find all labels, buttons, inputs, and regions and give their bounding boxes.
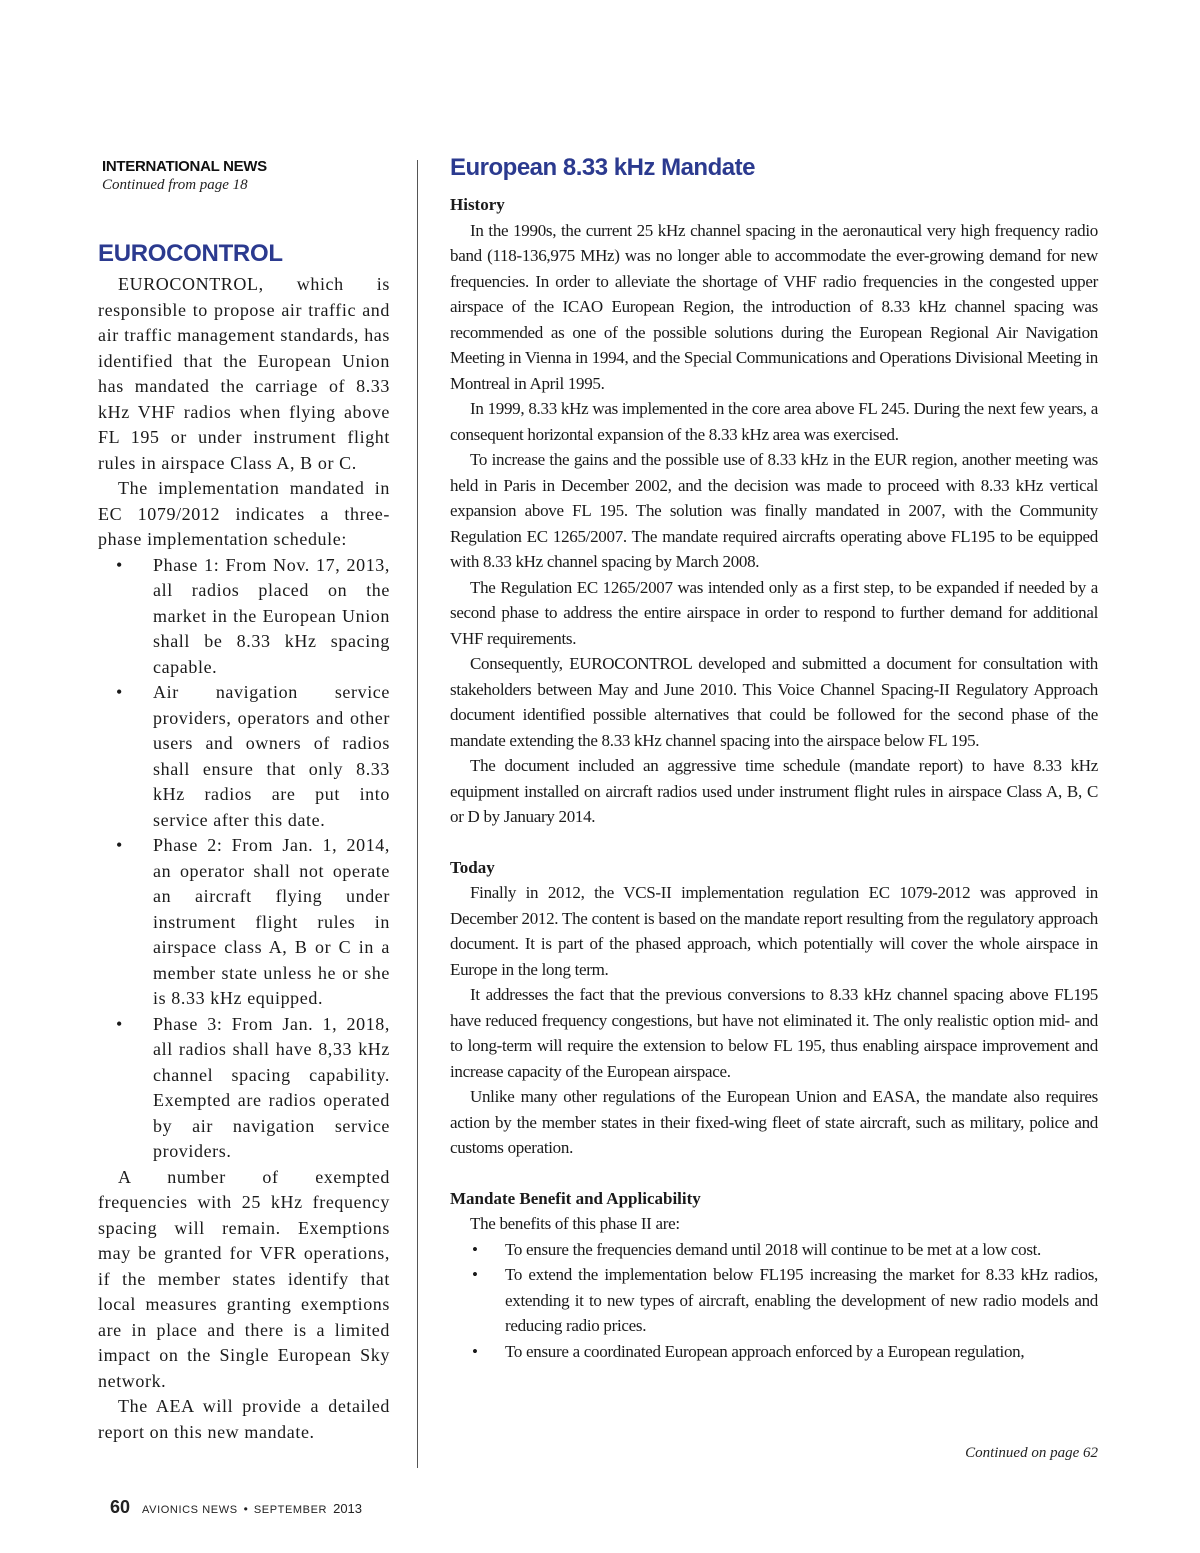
bullet-icon: • bbox=[116, 835, 123, 855]
publication-name: AVIONICS NEWS bbox=[142, 1504, 238, 1516]
list-item: • Phase 2: From Jan. 1, 2014, an operator shall not operate an aircraft flying under instrument flight rules in airspace class A, B or C in a member state unless he or she is 8.33 kHz equipped. bbox=[116, 835, 390, 1008]
left-column bbox=[98, 158, 390, 1445]
list-item: • To ensure the frequencies demand until 2018 will continue to be met at a low cost. bbox=[450, 1237, 1098, 1263]
page-footer bbox=[110, 1497, 362, 1518]
right-column bbox=[450, 154, 1098, 1364]
paragraph: The AEA will provide a detailed report on this new mandate. bbox=[98, 1396, 390, 1442]
column-divider bbox=[417, 160, 418, 1468]
paragraph: The Regulation EC 1265/2007 was intended only as a first step, to be expanded if needed by a second phase to address the entire airspace in order to respond to further demand for additional VHF requirements. bbox=[450, 577, 1098, 648]
paragraph: The benefits of this phase II are: bbox=[470, 1214, 680, 1233]
paragraph: In 1999, 8.33 kHz was implemented in the core area above FL 245. During the next few years, a consequent horizontal expansion of the 8.33 kHz area was exercised. bbox=[450, 399, 1098, 444]
bullet-icon: • bbox=[116, 554, 123, 575]
continued-on-note: Continued on page 62 bbox=[965, 1445, 1098, 1461]
paragraph: To increase the gains and the possible use of 8.33 kHz in the EUR region, another meeting was held in Paris in December 2002, and the decision was made to proceed with 8.33 kHz vertical expansion above FL 195. The solution was finally mandated in 2007, with the Community Regulation EC 1265/2007. The mandate required aircrafts operating above FL195 to be equipped with 8.33 kHz channel spacing by March 2008. bbox=[450, 450, 1098, 571]
bullet-icon: • bbox=[116, 682, 123, 702]
list-item: • Phase 3: From Jan. 1, 2018, all radios shall have 8,33 kHz channel spacing capability. Exempted are radios operated by air navigation service providers. bbox=[116, 1013, 390, 1161]
paragraph: Finally in 2012, the VCS-II implementation regulation EC 1079-2012 was approved in December 2012. The content is based on the mandate report resulting from the regulatory approach document. It is part of the phased approach, which potentially will cover the whole airspace in Europe in the long term. bbox=[450, 883, 1098, 979]
issue-month: SEPTEMBER bbox=[253, 1504, 328, 1516]
bullet-icon: • bbox=[472, 1341, 478, 1361]
phase-list bbox=[98, 553, 390, 1165]
list-item: • Phase 1: From Nov. 17, 2013, all radios placed on the market in the European Union shall be 8.33 kHz spacing capable. bbox=[116, 554, 390, 677]
bullet-icon: • bbox=[472, 1239, 478, 1259]
article-title: European 8.33 kHz Mandate bbox=[450, 154, 755, 181]
issue-year: 2013 bbox=[333, 1501, 363, 1516]
bullet-icon: • bbox=[472, 1265, 478, 1284]
eurocontrol-heading: EUROCONTROL bbox=[98, 240, 283, 267]
list-item: • To ensure a coordinated European approach enforced by a European regulation, bbox=[450, 1339, 1098, 1365]
section-tag: INTERNATIONAL NEWS bbox=[102, 158, 267, 175]
page-number: 60 bbox=[110, 1497, 131, 1517]
list-item: • To extend the implementation below FL195 increasing the market for 8.33 kHz radios, extending it to new types of aircraft, enabling the development of new radio models and reducing radio prices. bbox=[450, 1262, 1098, 1339]
history-subheading: History bbox=[450, 195, 505, 214]
paragraph: In the 1990s, the current 25 kHz channel spacing in the aeronautical very high frequency radio band (118-136,975 MHz) was no longer able to accommodate the ever-growing demand for new frequencies. In order to alleviate the shortage of VHF radio frequencies in the congested upper airspace of the ICAO European Region, the introduction of 8.33 kHz channel spacing was recommended as one of the possible solutions during the European Regional Air Navigation Meeting in Vienna in 1994, and the Special Communications and Operations Divisional Meeting in Montreal in April 1995. bbox=[450, 220, 1098, 393]
continued-from-note: Continued from page 18 bbox=[102, 177, 248, 193]
benefit-subheading: Mandate Benefit and Applicability bbox=[450, 1188, 701, 1208]
paragraph: EUROCONTROL, which is responsible to propose air traffic and air traffic management standards, has identified that the European Union has mandated the carriage of 8.33 kHz VHF radios when flying above FL 195 or under instrument flight rules in airspace Class A, B or C. bbox=[98, 274, 390, 473]
paragraph: It addresses the fact that the previous conversions to 8.33 kHz channel spacing above FL195 have reduced frequency congestions, but have not eliminated it. The only realistic option mid- and to long-term will require the extension to below FL 195, thus enabling airspace improvement and increase capacity of the European airspace. bbox=[450, 985, 1098, 1081]
benefit-list bbox=[450, 1237, 1098, 1365]
eurocontrol-article bbox=[98, 272, 390, 1445]
paragraph: The implementation mandated in EC 1079/2012 indicates a three-phase implementation schedule: bbox=[98, 478, 390, 549]
paragraph: The document included an aggressive time schedule (mandate report) to have 8.33 kHz equipment installed on aircraft radios used under instrument flight rules in airspace Class A, B, C or D by January 2014. bbox=[450, 756, 1098, 826]
bullet-icon: • bbox=[116, 1013, 123, 1034]
list-item: • Air navigation service providers, operators and other users and owners of radios shall ensure that only 8.33 kHz radios are put into service after this date. bbox=[116, 682, 390, 830]
separator-bullet: • bbox=[243, 1502, 248, 1516]
paragraph: Unlike many other regulations of the European Union and EASA, the mandate also requires action by the member states in their fixed-wing fleet of state aircraft, such as military, police and customs operation. bbox=[450, 1087, 1098, 1157]
paragraph: A number of exempted frequencies with 25 kHz frequency spacing will remain. Exemptions may be granted for VFR operations, if the member states identify that local measures granting exemptions are in place and there is a limited impact on the Single European Sky network. bbox=[98, 1166, 390, 1391]
today-subheading: Today bbox=[450, 857, 495, 877]
paragraph: Consequently, EUROCONTROL developed and submitted a document for consultation with stakeholders between May and June 2010. This Voice Channel Spacing-II Regulatory Approach document identified possible alternatives that could be followed for the second phase of the mandate extending the 8.33 kHz channel spacing into the airspace below FL 195. bbox=[450, 654, 1098, 750]
